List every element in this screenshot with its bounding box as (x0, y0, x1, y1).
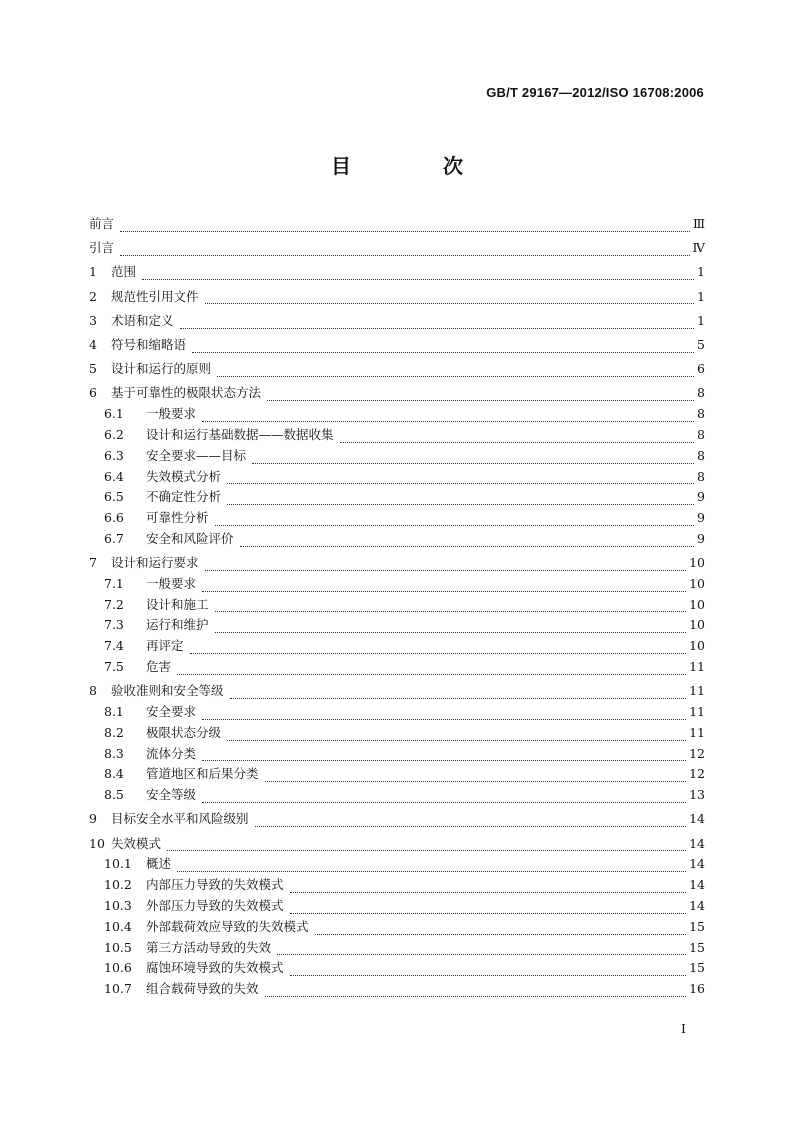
dot-leader (202, 801, 686, 803)
toc-entry-page: 9 (697, 489, 705, 505)
toc-entry-page: 12 (689, 745, 705, 761)
dot-leader (277, 953, 686, 955)
toc-entry-title: 内部压力导致的失效模式 (146, 877, 284, 893)
page-number: Ⅰ (681, 1021, 686, 1036)
dot-leader (215, 524, 694, 526)
toc-entry-page: 1 (697, 264, 705, 280)
toc-entry-page: 8 (697, 426, 705, 442)
standard-code: GB/T 29167—2012/ISO 16708:2006 (486, 85, 704, 100)
toc-entry[interactable] (89, 383, 705, 404)
dot-leader (240, 545, 694, 547)
toc-entry-title: 不确定性分析 (146, 489, 222, 505)
dot-leader (202, 420, 694, 422)
toc-entry-page: 10 (689, 555, 705, 571)
toc-entry[interactable] (89, 335, 705, 356)
toc-entry[interactable] (89, 875, 705, 896)
toc-entry[interactable] (89, 553, 705, 574)
dot-leader (227, 503, 694, 505)
dot-leader (215, 631, 687, 633)
toc-entry-title: 外部载荷效应导致的失效模式 (146, 918, 309, 934)
dot-leader (217, 375, 694, 377)
toc-entry-title: 设计和运行的原则 (111, 361, 212, 377)
dot-leader (340, 441, 694, 443)
toc-entry[interactable] (89, 487, 705, 508)
toc-entry-number: 10.3 (104, 898, 132, 913)
dot-leader (120, 254, 689, 256)
dot-leader (215, 610, 687, 612)
dot-leader (227, 739, 686, 741)
toc-entry-number: 6.4 (104, 468, 124, 484)
toc-entry-number: 7 (89, 555, 97, 571)
toc-entry-title: 一般要求 (146, 406, 197, 422)
dot-leader (142, 278, 694, 280)
toc-entry[interactable] (89, 723, 705, 744)
dot-leader (167, 849, 686, 851)
toc-entry-page: Ⅲ (692, 216, 705, 231)
dot-leader (202, 590, 686, 592)
toc-entry-title: 第三方活动导致的失效 (146, 939, 272, 955)
toc-entry-number: 7.5 (104, 659, 124, 675)
toc-entry-title: 管道地区和后果分类 (146, 766, 259, 782)
table-of-contents (89, 214, 705, 1000)
dot-leader (205, 302, 694, 304)
toc-entry-number: 10.5 (104, 939, 132, 955)
toc-entry-number: 4 (89, 336, 97, 352)
toc-entry-title: 术语和定义 (111, 312, 174, 328)
dot-leader (265, 780, 687, 782)
toc-entry-number: 7.2 (104, 596, 124, 612)
toc-entry-title: 组合载荷导致的失效 (146, 981, 259, 997)
toc-entry-number: 7.1 (104, 575, 124, 591)
toc-entry-number: 2 (89, 288, 97, 304)
toc-entry-title: 设计和施工 (146, 596, 209, 612)
dot-leader (290, 974, 687, 976)
toc-entry-page: 11 (689, 683, 705, 699)
toc-entry[interactable] (89, 979, 705, 1000)
toc-entry-number: 8.5 (104, 787, 124, 803)
toc-entry-number: 10.7 (104, 981, 132, 997)
dot-leader (290, 891, 687, 893)
dot-leader (190, 652, 687, 654)
toc-entry-title: 运行和维护 (146, 617, 209, 633)
toc-entry-number: 9 (89, 811, 97, 827)
toc-entry[interactable] (89, 595, 705, 616)
toc-entry[interactable] (89, 262, 705, 283)
toc-entry[interactable] (89, 938, 705, 959)
toc-entry-number: 10.2 (104, 877, 132, 893)
toc-entry-page: 6 (697, 361, 705, 377)
toc-entry-number: 6 (89, 385, 97, 401)
dot-leader (252, 462, 694, 464)
dot-leader (290, 912, 687, 914)
dot-leader (177, 673, 686, 675)
toc-entry[interactable] (89, 785, 705, 806)
toc-entry[interactable] (89, 425, 705, 446)
toc-entry-title: 设计和运行基础数据——数据收集 (146, 426, 334, 442)
dot-leader (255, 825, 687, 827)
toc-entry-number: 10 (89, 835, 105, 851)
toc-entry-number: 6.6 (104, 510, 124, 526)
toc-entry-title: 前言 (89, 216, 115, 231)
toc-entry-number: 10.6 (104, 960, 132, 976)
dot-leader (265, 995, 687, 997)
toc-entry-title: 验收准则和安全等级 (111, 683, 224, 699)
page-title: 目 次 (331, 154, 499, 178)
dot-leader (177, 870, 686, 872)
toc-entry-page: 15 (689, 939, 705, 955)
toc-entry-title: 一般要求 (146, 575, 197, 591)
dot-leader (205, 569, 687, 571)
toc-entry-page: 9 (697, 510, 705, 526)
toc-entry[interactable] (89, 681, 705, 702)
toc-entry-number: 7.3 (104, 617, 124, 633)
toc-entry-title: 基于可靠性的极限状态方法 (111, 385, 262, 401)
toc-entry[interactable] (89, 744, 705, 765)
toc-entry-number: 6.3 (104, 447, 124, 463)
toc-entry-page: 15 (689, 918, 705, 934)
toc-entry-title: 范围 (111, 264, 137, 280)
toc-entry[interactable] (89, 854, 705, 875)
toc-entry[interactable] (89, 636, 705, 657)
toc-entry-title: 再评定 (146, 638, 184, 654)
toc-entry[interactable] (89, 508, 705, 529)
toc-entry-number: 8 (89, 683, 97, 699)
toc-entry[interactable] (89, 896, 705, 917)
toc-entry[interactable] (89, 958, 705, 979)
toc-entry-number: 1 (89, 264, 97, 280)
toc-entry-title: 安全要求——目标 (146, 447, 247, 463)
toc-entry-page: 8 (697, 447, 705, 463)
toc-entry-title: 流体分类 (146, 745, 197, 761)
toc-entry[interactable] (89, 657, 705, 678)
toc-entry-title: 安全要求 (146, 704, 197, 720)
toc-entry-number: 7.4 (104, 638, 124, 654)
toc-entry-page: 10 (689, 596, 705, 612)
toc-entry-title: 极限状态分级 (146, 724, 222, 740)
dot-leader (230, 697, 687, 699)
toc-entry-title: 符号和缩略语 (111, 336, 187, 352)
toc-entry[interactable] (89, 467, 705, 488)
toc-entry-title: 概述 (146, 856, 172, 872)
toc-entry-title: 规范性引用文件 (111, 288, 199, 304)
toc-entry-page: 14 (689, 898, 705, 913)
dot-leader (267, 399, 694, 401)
toc-entry-title: 腐蚀环境导致的失效模式 (146, 960, 284, 976)
toc-entry[interactable] (89, 917, 705, 938)
toc-entry[interactable] (89, 287, 705, 308)
toc-entry-page: Ⅳ (692, 240, 705, 256)
dot-leader (202, 718, 686, 720)
toc-entry-number: 8.1 (104, 704, 124, 720)
toc-entry-page: 1 (697, 288, 705, 304)
toc-entry-page: 8 (697, 468, 705, 484)
toc-entry-number: 6.5 (104, 489, 124, 505)
toc-entry-page: 1 (697, 312, 705, 328)
toc-entry[interactable] (89, 311, 705, 332)
toc-entry[interactable] (89, 615, 705, 636)
toc-entry-number: 8.2 (104, 724, 124, 740)
toc-entry[interactable] (89, 359, 705, 380)
toc-entry-number: 5 (89, 361, 97, 377)
toc-entry-number: 8.4 (104, 766, 124, 782)
dot-leader (180, 327, 694, 329)
toc-entry[interactable] (89, 809, 705, 830)
toc-entry-page: 5 (697, 336, 705, 352)
toc-entry-title: 安全和风险评价 (146, 530, 234, 546)
toc-entry-title: 可靠性分析 (146, 510, 209, 526)
toc-entry-title: 目标安全水平和风险级别 (111, 811, 249, 827)
toc-entry-number: 3 (89, 312, 97, 328)
toc-entry[interactable] (89, 702, 705, 723)
dot-leader (315, 933, 687, 935)
toc-entry-title: 安全等级 (146, 787, 197, 803)
toc-entry-page: 14 (689, 835, 705, 851)
toc-entry-page: 10 (689, 575, 705, 591)
dot-leader (120, 230, 690, 232)
toc-entry-title: 失效模式分析 (146, 468, 222, 484)
dot-leader (202, 759, 686, 761)
toc-entry-title: 设计和运行要求 (111, 555, 199, 571)
toc-entry-page: 10 (689, 617, 705, 633)
toc-entry-number: 6.1 (104, 406, 124, 422)
toc-entry-page: 14 (689, 811, 705, 827)
toc-entry-number: 6.2 (104, 426, 124, 442)
toc-entry-page: 8 (697, 385, 705, 401)
toc-entry-page: 12 (689, 766, 705, 782)
toc-entry-title: 危害 (146, 659, 172, 675)
toc-entry-number: 6.7 (104, 530, 124, 546)
toc-entry-number: 10.4 (104, 918, 132, 934)
toc-entry-page: 14 (689, 877, 705, 893)
toc-entry[interactable] (89, 214, 705, 235)
toc-entry-number: 10.1 (104, 856, 132, 872)
toc-entry-page: 11 (689, 724, 705, 740)
toc-entry-page: 11 (689, 659, 705, 675)
toc-entry-page: 16 (689, 981, 705, 997)
toc-entry-page: 14 (689, 856, 705, 872)
toc-entry-title: 引言 (89, 240, 115, 256)
toc-entry[interactable] (89, 446, 705, 467)
toc-entry-title: 外部压力导致的失效模式 (146, 898, 284, 913)
dot-leader (227, 482, 694, 484)
toc-entry-page: 11 (689, 704, 705, 720)
toc-entry[interactable] (89, 529, 705, 550)
toc-entry[interactable] (89, 404, 705, 425)
toc-entry-page: 15 (689, 960, 705, 976)
toc-entry-title: 失效模式 (111, 835, 162, 851)
toc-entry-page: 10 (689, 638, 705, 654)
toc-entry[interactable] (89, 238, 705, 259)
toc-entry-number: 8.3 (104, 745, 124, 761)
toc-entry[interactable] (89, 574, 705, 595)
dot-leader (192, 351, 694, 353)
toc-entry-page: 9 (697, 530, 705, 546)
toc-entry[interactable] (89, 764, 705, 785)
toc-entry-page: 13 (689, 787, 705, 803)
toc-entry[interactable] (89, 834, 705, 855)
toc-entry-page: 8 (697, 406, 705, 422)
